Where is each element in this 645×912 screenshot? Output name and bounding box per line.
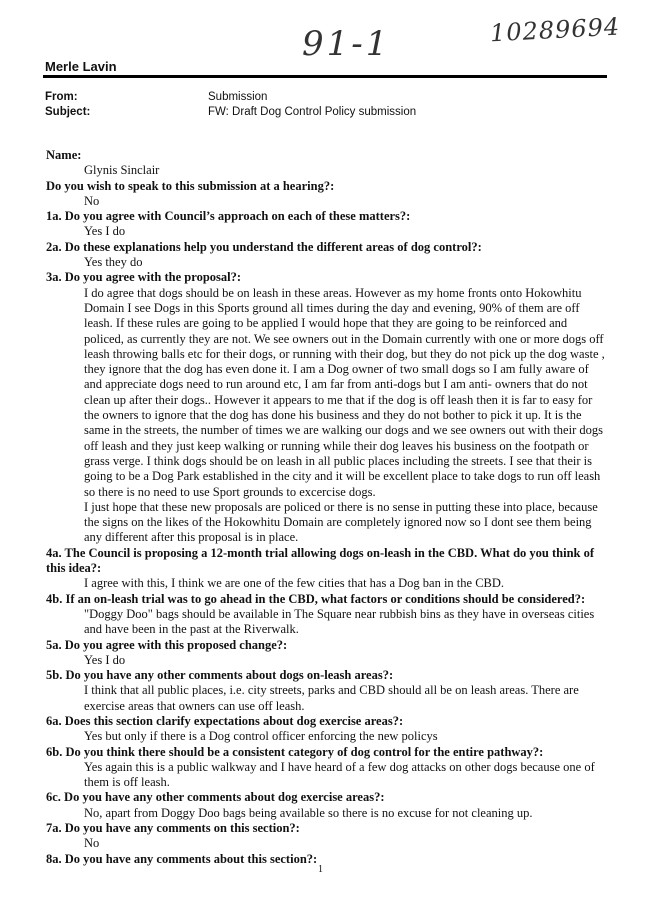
answer-paragraph: I just hope that these new proposals are policed or there is no sense in putting these into place, because the signs on the likes of the Hokowhitu Domain are completely ignored now so I dont see them being any different after this proposal is in place. (84, 499, 598, 545)
subject-value: FW: Draft Dog Control Policy submission (208, 106, 417, 118)
answer-9 (46, 760, 608, 791)
answer-paragraph: Yes I do (84, 652, 126, 667)
answer-paragraph: No (84, 193, 100, 208)
answer-11 (46, 836, 608, 851)
from-value: Submission (208, 91, 268, 103)
subject-label: Subject: (45, 106, 91, 118)
answer-paragraph: Yes they do (84, 255, 143, 270)
question-5: 4b. If an on-leash trial was to go ahead in the CBD, what factors or conditions should be considered?: (46, 591, 586, 606)
answer-paragraph: No, apart from Doggy Doo bags being available so there is no excuse for not cleaning up. (84, 805, 533, 820)
question-list (46, 179, 608, 867)
header-divider (43, 75, 607, 78)
question-0: Do you wish to speak to this submission at a hearing?: (46, 178, 335, 193)
answer-8 (46, 729, 608, 744)
answer-1 (46, 224, 608, 239)
answer-paragraph: I agree with this, I think we are one of the few cities that has a Dog ban in the CBD. (84, 576, 505, 591)
question-4: 4a. The Council is proposing a 12-month trial allowing dogs on-leash in the CBD. What do you think of this idea?: (46, 545, 595, 576)
answer-2 (46, 255, 608, 270)
answer-paragraph: "Doggy Doo" bags should be available in The Square near rubbish bins as they have in overseas cities and have been in the past at the Riverwalk. (84, 606, 595, 637)
question-9: 6b. Do you think there should be a consistent category of dog control for the entire pathway?: (46, 744, 544, 759)
handwritten-reference-number: 91-1 (302, 24, 391, 64)
question-11: 7a. Do you have any comments on this section?: (46, 821, 300, 836)
answer-paragraph: Yes but only if there is a Dog control officer enforcing the new policys (84, 729, 438, 744)
answer-6 (46, 653, 608, 668)
answer-paragraph: Yes again this is a public walkway and I have heard of a few dog attacks on other dogs because one of them is off leash. (84, 759, 595, 790)
answer-7 (46, 683, 608, 714)
answer-paragraph: Yes I do (84, 224, 126, 239)
answer-0 (46, 194, 608, 209)
sender-name: Merle Lavin (45, 59, 117, 74)
question-7: 5b. Do you have any other comments about dogs on-leash areas?: (46, 668, 394, 683)
name-value: Glynis Sinclair (84, 163, 160, 178)
question-6: 5a. Do you agree with this proposed change?: (46, 637, 288, 652)
from-label: From: (45, 91, 78, 103)
answer-3 (46, 286, 608, 546)
answer-4 (46, 576, 608, 591)
question-1: 1a. Do you agree with Council’s approach on each of these matters?: (46, 209, 411, 224)
answer-5 (46, 607, 608, 638)
question-10: 6c. Do you have any other comments about dog exercise areas?: (46, 790, 385, 805)
submission-form (46, 148, 608, 867)
answer-paragraph: No (84, 836, 100, 851)
name-label: Name: (46, 148, 82, 162)
answer-10 (46, 806, 608, 821)
answer-paragraph: I do agree that dogs should be on leash in these areas. However as my home fronts onto Hokowhitu Domain I see Dogs in this Sports ground all times during the day and evening, 90% of them are off leash. If these rules are going to be applied I would hope that they are going to be reinforced and policed, as currently they are not. We see owners out in the Domain currently with one or more dogs off leash throwing balls etc for their dogs, or running with their dog, but they do not pick up the dog waste , they ignore that the dog has even done it. I am a Dog owner of two small dogs so I am fully aware of and appreciate dogs need to run around etc, I am far from anti-dogs but I am anti- owners that do not clean up after their dogs.. However it appears to me that if the dog is off leash then it is far to easy for the owners to ignore that the dog has done his business and they do not bother to pick it up. It is the same in the streets, the number of times we are walking our dogs and we see owners out with their dogs off leash and they just keep walking or running while their dog leaves his business on the footpath or grass verge. I think dogs should be on leash in all public places including the streets. I see that their is going to be a Dog Park established in the city and it will be excellent place to take dogs to run off leash so there is no need to use Sport grounds to excercise dogs. (84, 285, 605, 499)
page-number: 1 (318, 864, 323, 875)
handwritten-document-id: 10289694 (489, 12, 621, 48)
question-8: 6a. Does this section clarify expectations about dog exercise areas?: (46, 713, 404, 728)
answer-paragraph: I think that all public places, i.e. city streets, parks and CBD should all be on leash areas. There are exercise areas that owners can use off leash. (84, 683, 579, 713)
question-3: 3a. Do you agree with the proposal?: (46, 270, 242, 285)
question-2: 2a. Do these explanations help you understand the different areas of dog control?: (46, 239, 482, 254)
question-12: 8a. Do you have any comments about this section?: (46, 851, 318, 866)
